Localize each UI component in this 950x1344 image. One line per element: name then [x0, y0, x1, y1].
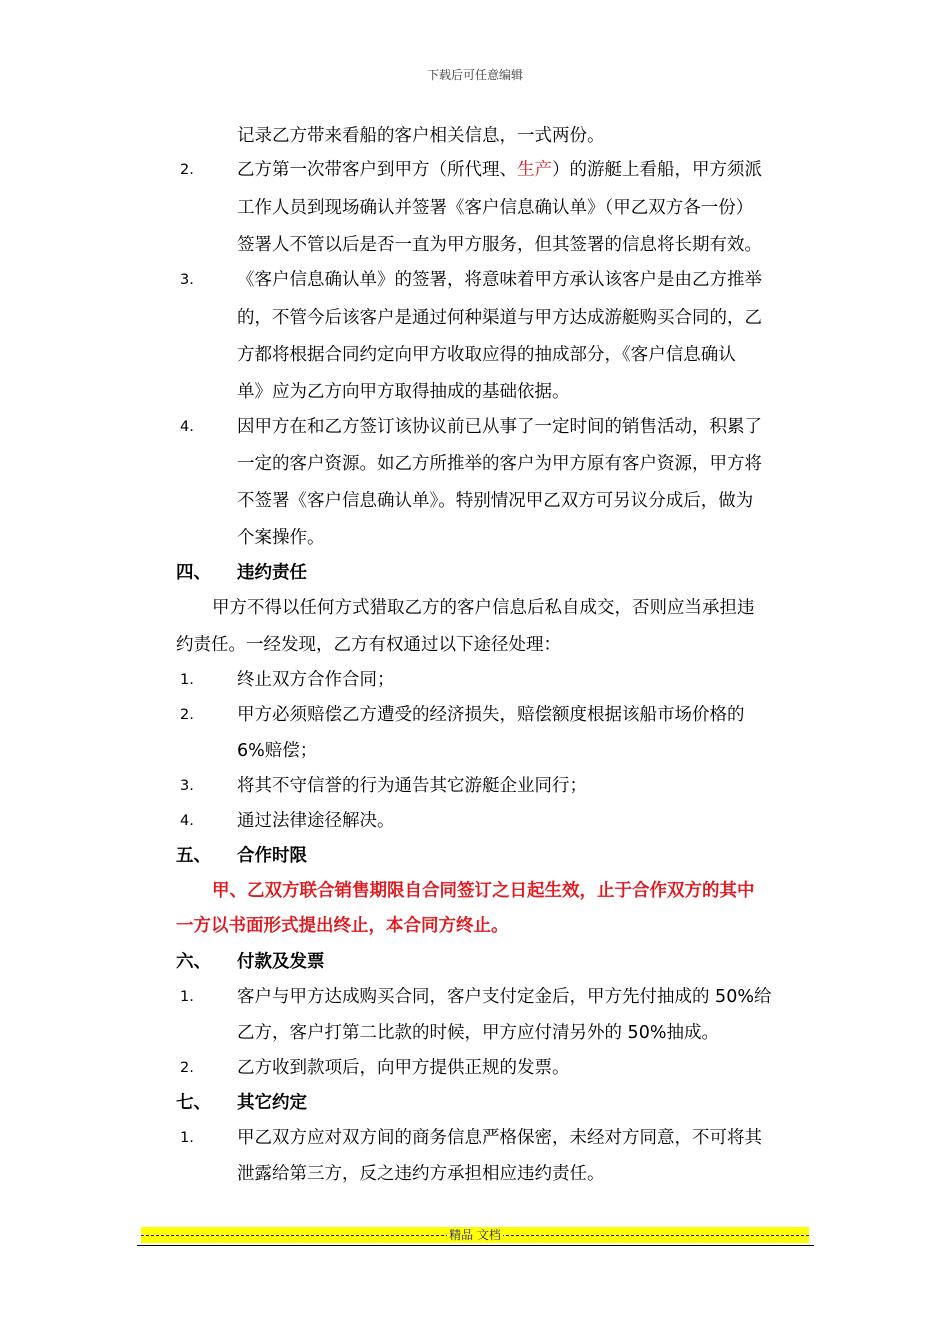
list-number: 2.	[180, 707, 194, 723]
text-line: 将其不守信誉的行为通告其它游艇企业同行；	[237, 776, 587, 796]
text-line: 工作人员到现场确认并签署《客户信息确认单》（甲乙双方各一份）	[237, 198, 754, 218]
text-line: 因甲方在和乙方签订该协议前已从事了一定时间的销售活动，积累了	[237, 417, 762, 437]
highlighted-line: 一方以书面形式提出终止，本合同方终止。	[176, 916, 509, 936]
text-line: 《客户信息确认单》的签署，将意味着甲方承认该客户是由乙方推举	[237, 270, 762, 290]
text-line: 甲方必须赔偿乙方遭受的经济损失，赔偿额度根据该船市场价格的	[237, 705, 745, 725]
text-line: 6%赔偿；	[237, 741, 318, 761]
text-line: 方都将根据合同约定向甲方收取应得的抽成部分，《客户信息确认	[237, 345, 736, 365]
section-number: 五、	[176, 846, 211, 866]
list-number: 3.	[180, 272, 194, 288]
footer-banner	[141, 1227, 809, 1243]
text-segment: ）的游艇上看船，甲方须派	[552, 160, 762, 180]
text-line: 乙方收到款项后，向甲方提供正规的发票。	[237, 1058, 570, 1078]
section-title: 付款及发票	[237, 952, 325, 972]
text-line: 甲方不得以任何方式猎取乙方的客户信息后私自成交，否则应当承担违	[212, 598, 755, 618]
list-number: 4.	[180, 813, 194, 829]
text-line: 约责任。一经发现，乙方有权通过以下途径处理：	[176, 635, 561, 655]
text-line: 客户与甲方达成购买合同，客户支付定金后，甲方先付抽成的 50%给	[237, 987, 772, 1007]
list-number: 1.	[180, 989, 194, 1005]
section-number: 六、	[176, 952, 211, 972]
section-number: 七、	[176, 1093, 211, 1113]
highlighted-line: 甲、乙双方联合销售期限自合同签订之日起生效，止于合作双方的其中	[212, 881, 755, 901]
list-number: 2.	[180, 1060, 194, 1076]
list-number: 1.	[180, 672, 194, 688]
text-line: 记录乙方带来看船的客户相关信息，一式两份。	[237, 126, 605, 146]
list-number: 1.	[180, 1130, 194, 1146]
section-number: 四、	[176, 563, 211, 583]
list-number: 4.	[180, 419, 194, 435]
section-title: 违约责任	[237, 563, 307, 583]
page-header: 下载后可任意编辑	[426, 68, 523, 82]
text-line: 个案操作。	[237, 528, 325, 548]
text-segment: 乙方第一次带客户到甲方（所代理、	[237, 160, 517, 180]
text-line: 泄露给第三方，反之违约方承担相应违约责任。	[237, 1164, 605, 1184]
text-line: 的，不管今后该客户是通过何种渠道与甲方达成游艇购买合同的，乙	[237, 308, 762, 328]
text-line: 乙方，客户打第二比款的时候，甲方应付清另外的 50%抽成。	[237, 1023, 719, 1043]
text-line	[237, 158, 762, 182]
section-title: 合作时限	[237, 846, 307, 866]
text-line: 一定的客户资源。如乙方所推举的客户为甲方原有客户资源，甲方将	[237, 454, 762, 474]
text-line: 甲乙双方应对双方间的商务信息严格保密，未经对方同意，不可将其	[237, 1128, 762, 1148]
text-line: 单》应为乙方向甲方取得抽成的基础依据。	[237, 382, 570, 402]
text-line: 不签署《客户信息确认单》。特别情况甲乙双方可另议分成后，做为	[237, 491, 754, 511]
list-number: 2.	[180, 162, 194, 178]
footer-text-wrap	[141, 1227, 809, 1243]
footer-label: 精品 文档	[449, 1228, 501, 1242]
text-line: 终止双方合作合同；	[237, 670, 395, 690]
list-number: 3.	[180, 778, 194, 794]
text-line: 通过法律途径解决。	[237, 811, 395, 831]
footer-rule	[137, 1245, 814, 1246]
section-title: 其它约定	[237, 1093, 307, 1113]
text-line: 签署人不管以后是否一直为甲方服务，但其签署的信息将长期有效。	[237, 235, 762, 255]
highlighted-word: 生产	[517, 160, 552, 180]
